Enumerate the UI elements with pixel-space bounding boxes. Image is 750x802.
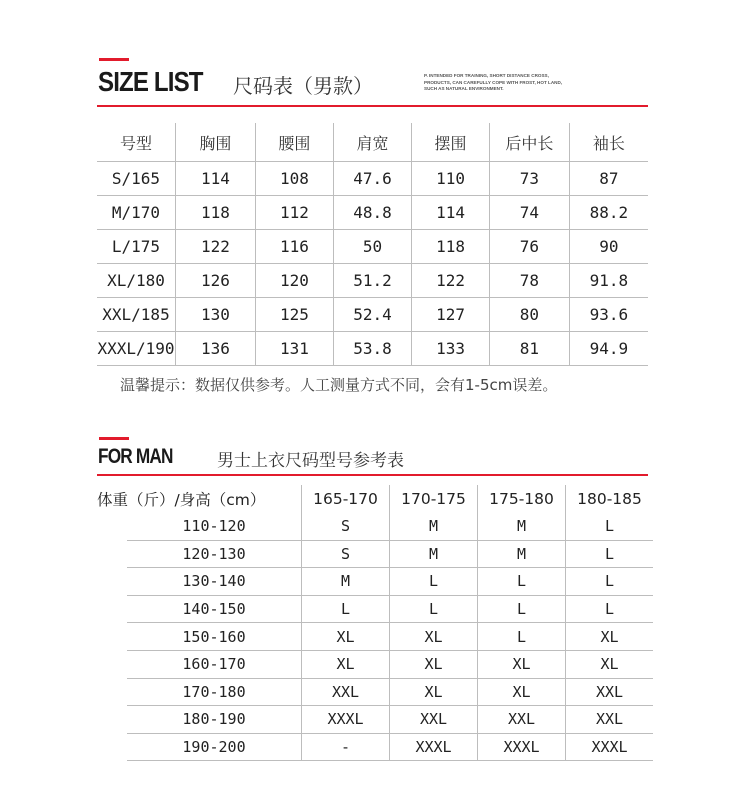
size-label-cell: XXL/185 <box>97 298 175 332</box>
size-label-cell: S/165 <box>97 162 175 196</box>
recommended-size-cell: M <box>478 540 566 568</box>
recommended-size-cell: S <box>302 540 390 568</box>
size-chart-row <box>97 196 648 230</box>
recommended-size-cell: XL <box>566 650 654 678</box>
recommended-size-cell: XXL <box>566 678 654 706</box>
recommended-size-cell: M <box>302 568 390 596</box>
measurement-cell: 88.2 <box>569 196 648 230</box>
weight-range-cell: 150-160 <box>127 623 302 651</box>
measurement-cell: 51.2 <box>333 264 411 298</box>
size-list-subtitle: 尺码表（男款） <box>233 74 373 98</box>
measurement-cell: 81 <box>490 332 570 366</box>
height-range-header: 180-185 <box>566 485 654 513</box>
size-label-cell: M/170 <box>97 196 175 230</box>
recommended-size-cell: XXXL <box>390 733 478 761</box>
measurement-cell: 114 <box>412 196 490 230</box>
fit-reference-row <box>97 595 653 623</box>
recommended-size-cell: XL <box>478 678 566 706</box>
weight-range-cell: 160-170 <box>127 650 302 678</box>
weight-range-cell: 120-130 <box>127 540 302 568</box>
size-chart-row <box>97 230 648 264</box>
recommended-size-cell: - <box>302 733 390 761</box>
measurement-cell: 48.8 <box>333 196 411 230</box>
fit-reference-row <box>97 650 653 678</box>
measurement-cell: 130 <box>175 298 255 332</box>
recommended-size-cell: S <box>302 513 390 540</box>
measurement-cell: 108 <box>255 162 333 196</box>
recommended-size-cell: XL <box>390 650 478 678</box>
fit-reference-row <box>97 540 653 568</box>
weight-range-cell: 170-180 <box>127 678 302 706</box>
row-indent <box>97 733 127 761</box>
weight-height-corner-header: 体重（斤）/身高（cm） <box>97 491 266 509</box>
measurement-cell: 76 <box>490 230 570 264</box>
for-man-title: FOR MAN <box>98 445 173 468</box>
recommended-size-cell: M <box>478 513 566 540</box>
recommended-size-cell: XL <box>390 623 478 651</box>
measurement-cell: 126 <box>175 264 255 298</box>
fit-reference-row <box>97 568 653 596</box>
measurement-cell: 127 <box>412 298 490 332</box>
row-indent <box>97 623 127 651</box>
size-chart-header-cell: 胸围 <box>175 123 255 162</box>
size-list-accent-bar <box>99 58 129 61</box>
fit-reference-row <box>97 623 653 651</box>
fit-reference-row <box>97 678 653 706</box>
fit-reference-row <box>97 706 653 734</box>
recommended-size-cell: L <box>390 568 478 596</box>
row-indent <box>97 540 127 568</box>
recommended-size-cell: L <box>566 595 654 623</box>
size-chart-header-cell: 袖长 <box>569 123 648 162</box>
height-range-header: 175-180 <box>478 485 566 513</box>
measurement-cell: 94.9 <box>569 332 648 366</box>
recommended-size-cell: XXL <box>302 678 390 706</box>
weight-range-cell: 130-140 <box>127 568 302 596</box>
measurement-cell: 74 <box>490 196 570 230</box>
measurement-cell: 73 <box>490 162 570 196</box>
recommended-size-cell: XXL <box>566 706 654 734</box>
measurement-cell: 53.8 <box>333 332 411 366</box>
measurement-cell: 131 <box>255 332 333 366</box>
size-chart-row <box>97 162 648 196</box>
row-indent <box>97 513 127 540</box>
measurement-cell: 52.4 <box>333 298 411 332</box>
recommended-size-cell: M <box>390 540 478 568</box>
measurement-cell: 133 <box>412 332 490 366</box>
size-list-fine-print: P. INTENDED FOR TRAINING, SHORT DISTANCE CROSS, PRODUCTS, CAN CAREFULLY COPE WITH FROST, HOT LAND, SUCH AS NATURAL ENVIRONMENT. <box>424 73 563 91</box>
recommended-size-cell: XL <box>566 623 654 651</box>
measurement-cell: 136 <box>175 332 255 366</box>
measurement-cell: 122 <box>412 264 490 298</box>
recommended-size-cell: XXL <box>478 706 566 734</box>
weight-range-cell: 180-190 <box>127 706 302 734</box>
measurement-cell: 118 <box>412 230 490 264</box>
recommended-size-cell: L <box>478 595 566 623</box>
size-chart-row <box>97 264 648 298</box>
for-man-divider <box>97 474 648 476</box>
size-chart-header-cell: 腰围 <box>255 123 333 162</box>
size-label-cell: XL/180 <box>97 264 175 298</box>
recommended-size-cell: XL <box>302 650 390 678</box>
recommended-size-cell: L <box>478 623 566 651</box>
row-indent <box>97 568 127 596</box>
measurement-cell: 110 <box>412 162 490 196</box>
measurement-cell: 78 <box>490 264 570 298</box>
recommended-size-cell: L <box>566 540 654 568</box>
size-chart-header-row <box>97 123 648 162</box>
height-range-header: 170-175 <box>390 485 478 513</box>
size-chart-row <box>97 298 648 332</box>
size-chart-row <box>97 332 648 366</box>
fit-reference-row <box>97 513 653 540</box>
fit-reference-table <box>97 485 653 761</box>
recommended-size-cell: L <box>390 595 478 623</box>
measurement-cell: 91.8 <box>569 264 648 298</box>
recommended-size-cell: XXL <box>390 706 478 734</box>
recommended-size-cell: XL <box>478 650 566 678</box>
size-list-divider <box>97 105 648 107</box>
for-man-accent-bar <box>99 437 129 440</box>
recommended-size-cell: XL <box>390 678 478 706</box>
measurement-cell: 80 <box>490 298 570 332</box>
size-chart-table <box>97 123 648 366</box>
size-chart-header-cell: 摆围 <box>412 123 490 162</box>
weight-range-cell: 140-150 <box>127 595 302 623</box>
recommended-size-cell: L <box>566 568 654 596</box>
measurement-cell: 93.6 <box>569 298 648 332</box>
row-indent <box>97 706 127 734</box>
measurement-cell: 50 <box>333 230 411 264</box>
row-indent <box>97 650 127 678</box>
weight-range-cell: 110-120 <box>127 513 302 540</box>
recommended-size-cell: L <box>302 595 390 623</box>
size-label-cell: L/175 <box>97 230 175 264</box>
row-indent <box>97 595 127 623</box>
measurement-cell: 112 <box>255 196 333 230</box>
measurement-cell: 90 <box>569 230 648 264</box>
size-list-title: SIZE LIST <box>98 66 203 97</box>
size-chart-header-cell: 后中长 <box>490 123 570 162</box>
measurement-cell: 120 <box>255 264 333 298</box>
measurement-cell: 118 <box>175 196 255 230</box>
recommended-size-cell: XXXL <box>302 706 390 734</box>
size-label-cell: XXXL/190 <box>97 332 175 366</box>
size-chart-header-cell: 肩宽 <box>333 123 411 162</box>
fit-reference-row <box>97 733 653 761</box>
size-chart-header-cell: 号型 <box>97 123 175 162</box>
measurement-cell: 116 <box>255 230 333 264</box>
measurement-cell: 47.6 <box>333 162 411 196</box>
measurement-cell: 87 <box>569 162 648 196</box>
measurement-note: 温馨提示：数据仅供参考。人工测量方式不同，会有1-5cm误差。 <box>120 376 558 394</box>
measurement-cell: 114 <box>175 162 255 196</box>
recommended-size-cell: L <box>566 513 654 540</box>
recommended-size-cell: XXXL <box>566 733 654 761</box>
measurement-cell: 122 <box>175 230 255 264</box>
weight-range-cell: 190-200 <box>127 733 302 761</box>
row-indent <box>97 678 127 706</box>
recommended-size-cell: XL <box>302 623 390 651</box>
recommended-size-cell: M <box>390 513 478 540</box>
fit-reference-header-row <box>97 485 653 513</box>
recommended-size-cell: L <box>478 568 566 596</box>
measurement-cell: 125 <box>255 298 333 332</box>
height-range-header: 165-170 <box>302 485 390 513</box>
for-man-subtitle: 男士上衣尺码型号参考表 <box>217 451 404 471</box>
recommended-size-cell: XXXL <box>478 733 566 761</box>
